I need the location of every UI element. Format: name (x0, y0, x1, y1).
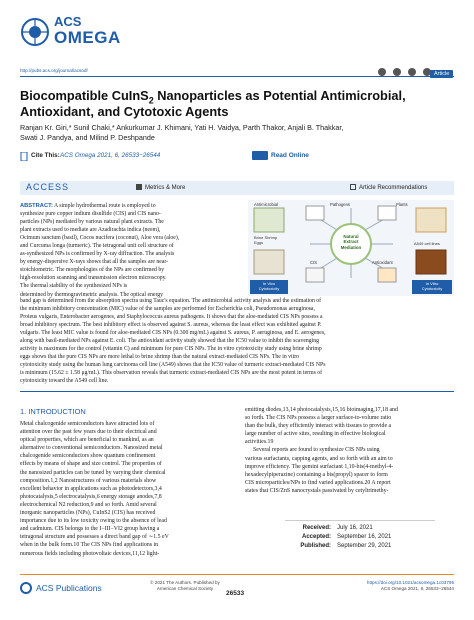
toc-a549: A549 cell lines (414, 241, 440, 246)
article-type-badge: Article (430, 70, 453, 78)
text-line: effects by means of shape and size control. The properties of (20, 461, 162, 468)
toc-antioxidant: Antioxidant (372, 260, 393, 265)
cc-icon[interactable] (393, 68, 401, 76)
abstract-line: along with basil-mediated NPs against E. coli. The antioxidant activity study showed that the IC50 value to inhibit the scavenging (20, 337, 319, 344)
title-line2: Antioxidant, and Cytotoxic Agents (20, 104, 229, 119)
toc-graphic (248, 200, 454, 296)
copyright-line: © 2021 The Authors. Published by (150, 580, 220, 585)
authors-line1[interactable]: Ranjan Kr. Giri,* Sunil Chaki,* Ankurkumar J. Khimani, Yati H. Vaidya, Parth Thakor, Anjali B. Thakkar, (20, 123, 344, 132)
abstract-line: eggs shows that the pure CIS NPs are more lethal to brine shrimp than the natural extract-mediated CIS NPs. The in vitro (20, 353, 300, 360)
received-row (285, 524, 435, 533)
text-line: composition.1,2 Nanostructures of various materials show (20, 477, 157, 484)
authors-line2[interactable]: Swati J. Pandya, and Milind P. Deshpande (20, 133, 155, 142)
text-line: emitting diodes,13,14 photocatalysis,15,16 bioimaging,17,18 and (245, 407, 398, 413)
text-line: so forth. The CIS NPs possess a larger surface-to-volume ratio (245, 415, 392, 422)
abstract-line: broad inhibitory spectrum. The best inhibitory effect is observed against S. aureus, whereas the least effect was exhibited against P. (20, 321, 322, 328)
text-line: when in the bulk form.10 The CIS NPs find applications in (20, 542, 159, 549)
footer-rule (20, 574, 454, 575)
toc-antimicrobial: Antimicrobial (254, 202, 278, 207)
toc-cis: CIS (310, 260, 317, 265)
doi-block (350, 580, 454, 592)
copyright-line: American Chemical Society (156, 585, 214, 591)
title-line1-post: Nanoparticles as Potential Antimicrobial, (153, 88, 406, 103)
text-line: Several reports are found to synthesize CIS NPs using (253, 447, 380, 454)
abstract-line: The thermal stability of the synthesized NPs is (20, 283, 128, 290)
intro-right-column (245, 406, 454, 495)
read-online-button[interactable] (252, 150, 309, 161)
abstract-line: band gap is determined from the absorption spectra using Tauc's equation. The antimicrobial activity analysis and the estimation of (20, 298, 322, 304)
received-date: July 16, 2021 (337, 525, 373, 531)
access-bar (20, 181, 454, 195)
abstract-rule (20, 391, 454, 392)
abstract-line: Ocimum sanctum (basil), Cocos nucifera (coconut), Aloe vera (aloe), (20, 235, 180, 242)
abstract-line: by energy-dispersive X-rays shows that all the samples are near- (20, 259, 169, 266)
text-line: numerous fields including photovoltaic devices,11,12 light- (20, 550, 160, 557)
copyright (140, 580, 230, 592)
acs-logo-icon (20, 17, 50, 47)
accepted-label: Accepted: (301, 534, 331, 540)
abstract-line: as-synthesized NPs is confirmed by X-ray diffraction. The analysis (20, 251, 175, 258)
text-line: improve efficiency. The gemini surfactant 1,10-bis(4-methyl-4- (245, 463, 394, 470)
accepted-row (285, 533, 435, 542)
text-line: alternative to conventional semiconductors. Nanosized metal (20, 445, 163, 452)
published-date: September 29, 2021 (337, 543, 392, 549)
text-line: than the bulk, they efficiently interact with tissues to provide a (245, 423, 392, 430)
abstract-narrow (20, 202, 245, 299)
text-line: electrochemical N2 reduction,9 and so forth. Amid several (20, 501, 157, 508)
access-title: ACCESS (26, 182, 70, 192)
text-line: and cadmium. CIS belongs to the I−III−VI2 group having a (20, 526, 160, 533)
bar-chart-icon (136, 184, 142, 190)
abstract-line: particles (NPs) mediated by various natural plant extracts. The (20, 219, 164, 226)
brand-top: ACS (54, 14, 82, 29)
text-line: attention over the past few years due to their electrical and (20, 429, 157, 436)
metrics-link[interactable] (136, 184, 185, 191)
abstract-line: cytotoxicity study using the human lung carcinoma cell line (A549) shows that the IC50 value of turmeric extract-mediated CIS NPs (20, 361, 326, 368)
read-online-label: Read Online (271, 152, 309, 159)
page-number: 26533 (226, 590, 245, 597)
document-icon (20, 152, 28, 161)
open-access-icon[interactable] (378, 68, 386, 76)
publisher-name: ACS Publications (36, 583, 102, 593)
abstract-line: determined by thermogravimetric analysis. The optical energy (20, 291, 164, 298)
abstract-line: plant extracts used to mediate are Azadirachta indica (neem), (20, 227, 161, 234)
text-line: inorganic nanoparticles (NPs), CuInS2 (CIS) has received (20, 510, 156, 517)
abstract-full (20, 298, 454, 385)
accepted-date: September 16, 2021 (337, 534, 392, 540)
toc-plants: Plants (396, 202, 408, 207)
toc-vivo: In Vivo Cytotoxicity (258, 281, 280, 291)
text-line: chalcogenide semiconductors show quantum confinement (20, 453, 156, 460)
intro-left-column (20, 420, 230, 558)
article-title (20, 88, 406, 120)
text-line: importance due to its low toxicity owing to the absence of lead (20, 518, 167, 525)
published-row (285, 542, 435, 551)
text-line: the nanosized particles can be tuned by varying their chemical (20, 469, 166, 476)
text-line: hexadecylpiperazine) containing a bis(propyl) spacer to form (245, 471, 388, 478)
abstract-line: the minimum inhibitory concentration (MIC) value of the samples are performed for Escherichia coli, Pseudomonas aeruginosa, (20, 305, 315, 312)
header-icons (378, 63, 431, 81)
brand-bottom: OMEGA (54, 28, 121, 47)
toc-center-label: Natural Extract Mediation (340, 234, 362, 250)
by-icon[interactable] (408, 68, 416, 76)
author-list (20, 123, 343, 143)
text-line: states that CIS/ZnS nanocrystals passivated by cetyltrimethy- (245, 487, 389, 494)
text-line: photocatalysis,5 electrocatalysis,6 energy storage anodes,7,8 (20, 493, 162, 500)
section-heading: 1. INTRODUCTION (20, 407, 86, 416)
title-line1-sub: 2 (148, 95, 154, 106)
abstract-line: vulgaris. The least MIC value is found for aloe-mediated CIS NPs (0.300 mg/mL) against S. aureus, P. aeruginosa, and E. aerogenes, (20, 329, 326, 336)
text-line: CIS microparticles/NPs to find varied applications.20 A report (245, 479, 391, 486)
abstract-line: stoichiometric. The morphologies of the NPs are confirmed by (20, 267, 165, 274)
abstract-line: ABSTRACT: A simple hydrothermal route is employed to (20, 203, 156, 209)
abstract-line: activity is maximum for the control (vitamin C) and minimum for pure CIS NPs. The in vitro cytotoxicity study using brine shrimp (20, 345, 322, 352)
cite-label: Cite This: (31, 152, 60, 159)
abstract-line: high-resolution scanning and transmission electron microscopy. (20, 275, 167, 282)
text-line: optical properties, which are beneficial to mankind, as an (20, 437, 154, 444)
recommendations-label: Article Recommendations (359, 185, 428, 191)
acs-publications-logo[interactable] (20, 582, 102, 594)
text-line: activities.19 (245, 439, 274, 446)
recommendations-link[interactable] (350, 184, 427, 191)
title-line1-pre: Biocompatible CuInS (20, 88, 149, 103)
toc-brine: Brine Shrimp Eggs (254, 235, 278, 245)
cite-reference[interactable]: ACS Omega 2021, 6, 26533−26544 (60, 152, 161, 159)
text-line: Metal chalcogenide semiconductors have attracted lots of (20, 421, 155, 427)
doi-link[interactable]: https://doi.org/10.1021/acsomega.1c03795 (366, 580, 454, 585)
text-line: various surfactants, capping agents, and so forth with an aim to (245, 455, 393, 462)
journal-logo[interactable] (20, 13, 121, 51)
journal-reference: ACS Omega 2021, 6, 26533−26544 (380, 585, 454, 591)
article-dates (285, 520, 435, 551)
abstract-line: is minimum (15.62 ± 1.58 μg/mL). This observation reveals that turmeric extract-mediated CIS NPs are the most potent in terms of (20, 369, 323, 376)
toc-vitro: In Vitro Cytotoxicity (421, 281, 443, 291)
metrics-label: Metrics & More (145, 185, 186, 191)
list-icon (350, 184, 356, 190)
abstract-line: cytotoxicity toward the A549 cell line. (20, 377, 109, 384)
toc-pathogens: Pathogens (330, 202, 351, 207)
abstract-line: synthesize pure copper indium disulfide (CIS) and CIS nano- (20, 211, 161, 218)
abstract-line: and Curcuma longa (turmeric). The tetragonal unit cell structure of (20, 243, 174, 250)
text-line: large number of active sites, resulting in effective biological (245, 431, 386, 438)
abstract-line: Proteus vulgaris, Enterobacter aerogenes, and Staphylococcus aureus pathogens. It shows that the aloe-mediated CIS NPs possess a (20, 313, 323, 320)
read-online-icon (252, 151, 268, 160)
published-label: Published: (300, 543, 331, 549)
text-line: tetragonal structure and possesses a direct band gap of ∼1.5 eV (20, 534, 169, 541)
cite-bar (20, 150, 454, 166)
text-line: excellent behavior in applications such as photodetectors,3,4 (20, 485, 162, 492)
acs-pubs-icon (20, 582, 32, 594)
received-label: Received: (302, 525, 331, 531)
journal-url[interactable]: http://pubs.acs.org/journal/acsodf (20, 68, 88, 73)
abstract-label: ABSTRACT: (20, 203, 53, 209)
